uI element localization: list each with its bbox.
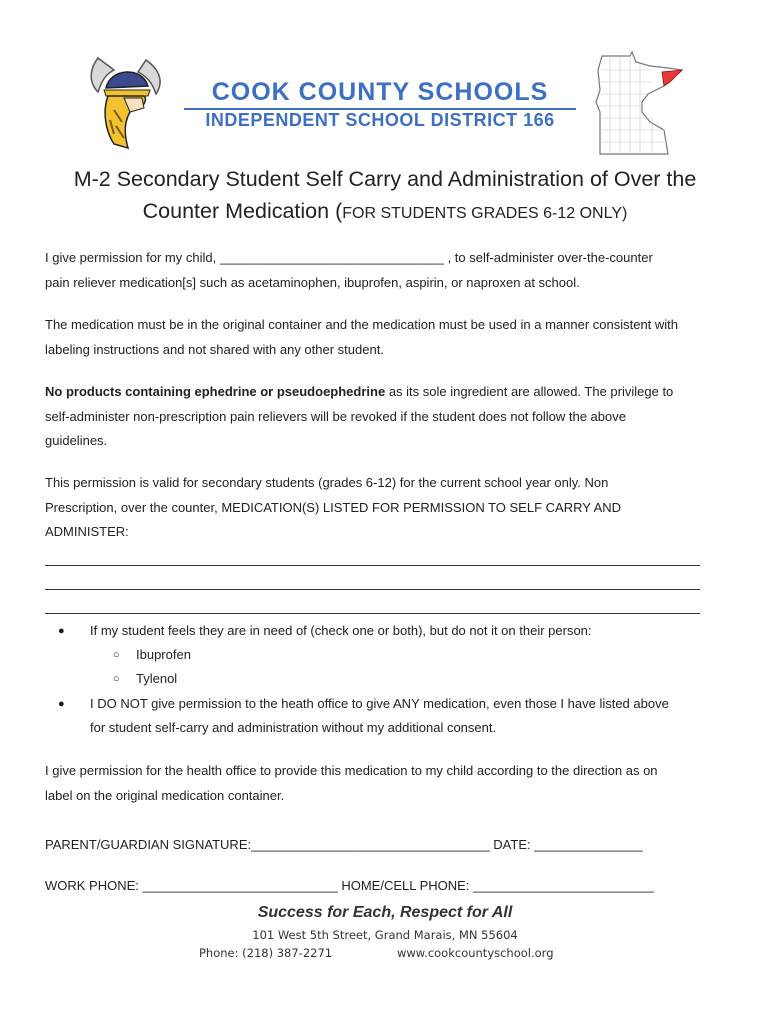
ephedrine-bold-text: No products containing ephedrine or pseudoephedrine: [45, 384, 386, 399]
school-website[interactable]: www.cookcountyschool.org: [397, 946, 554, 960]
viking-logo-icon: [84, 50, 168, 150]
permission-paragraph: [45, 246, 735, 295]
ephedrine-line-3: guidelines.: [45, 433, 108, 448]
bullet-need-item: If my student feels they are in need of (check one or both), but do not it on their person:: [90, 623, 592, 638]
school-phone: Phone: (218) 387-2271: [199, 946, 333, 960]
medication-line-3[interactable]: [45, 613, 700, 614]
health-office-paragraph: [45, 759, 735, 808]
title-line-2: [30, 195, 740, 230]
validity-paragraph: [45, 471, 735, 545]
form-title: [30, 163, 740, 230]
permission-line-1[interactable]: I give permission for my child, _______________________________ , to self-administer over-the-counter: [45, 250, 653, 265]
school-name: COOK COUNTY SCHOOLS: [184, 78, 576, 110]
no-permission-line-1: I DO NOT give permission to the heath office to give ANY medication, even those I have listed above: [90, 696, 669, 711]
option-ibuprofen-label: Ibuprofen: [136, 647, 191, 662]
validity-line-3: ADMINISTER:: [45, 524, 129, 539]
district-name: INDEPENDENT SCHOOL DISTRICT 166: [205, 110, 555, 130]
tylenol-checkbox[interactable]: ○: [113, 673, 120, 685]
minnesota-map-icon: [590, 50, 690, 160]
ephedrine-line-1: [45, 380, 735, 405]
option-tylenol-label: Tylenol: [136, 671, 178, 686]
bullet-dot-icon: ●: [58, 698, 65, 710]
health-line-2: label on the original medication container.: [45, 787, 285, 803]
medication-line-1[interactable]: [45, 565, 700, 566]
container-line-2: labeling instructions and not shared with any other student.: [45, 341, 384, 357]
signature-date-field[interactable]: PARENT/GUARDIAN SIGNATURE:_________________________________ DATE: _______________: [45, 837, 643, 852]
title-line-1: M-2 Secondary Student Self Carry and Administration of Over the: [73, 167, 697, 191]
validity-line-2: Prescription, over the counter, MEDICATION(S) LISTED FOR PERMISSION TO SELF CARRY AND: [45, 499, 622, 515]
school-address: 101 West 5th Street, Grand Marais, MN 55604: [252, 928, 518, 942]
medication-line-2[interactable]: [45, 589, 700, 590]
health-line-1: I give permission for the health office to provide this medication to my child according to the direction as on: [45, 763, 658, 778]
title-line-2-main: Counter Medication (: [142, 199, 343, 223]
validity-line-1: This permission is valid for secondary students (grades 6-12) for the current school year only. Non: [45, 475, 609, 490]
container-paragraph: [45, 313, 735, 362]
title-grades-note: FOR STUDENTS GRADES 6-12 ONLY): [342, 205, 628, 222]
container-line-1: The medication must be in the original container and the medication must be used in a manner consistent with: [45, 317, 679, 332]
school-slogan: Success for Each, Respect for All: [257, 904, 513, 921]
bullet-dot-icon: ●: [58, 625, 65, 637]
phone-fields[interactable]: WORK PHONE: ___________________________ HOME/CELL PHONE: _________________________: [45, 878, 654, 893]
bullet-no-permission-item: [90, 692, 669, 740]
ephedrine-paragraph: [45, 380, 735, 454]
permission-line-2: pain reliever medication[s] such as acetaminophen, ibuprofen, aspirin, or naproxen at school.: [45, 274, 580, 290]
no-permission-line-2: for student self-carry and administration without my additional consent.: [90, 720, 497, 735]
ephedrine-line-2: self-administer non-prescription pain relievers will be revoked if the student does not follow the above: [45, 408, 626, 424]
ibuprofen-checkbox[interactable]: ○: [113, 649, 120, 661]
ephedrine-rest-text: as its sole ingredient are allowed. The privilege to: [385, 384, 674, 399]
